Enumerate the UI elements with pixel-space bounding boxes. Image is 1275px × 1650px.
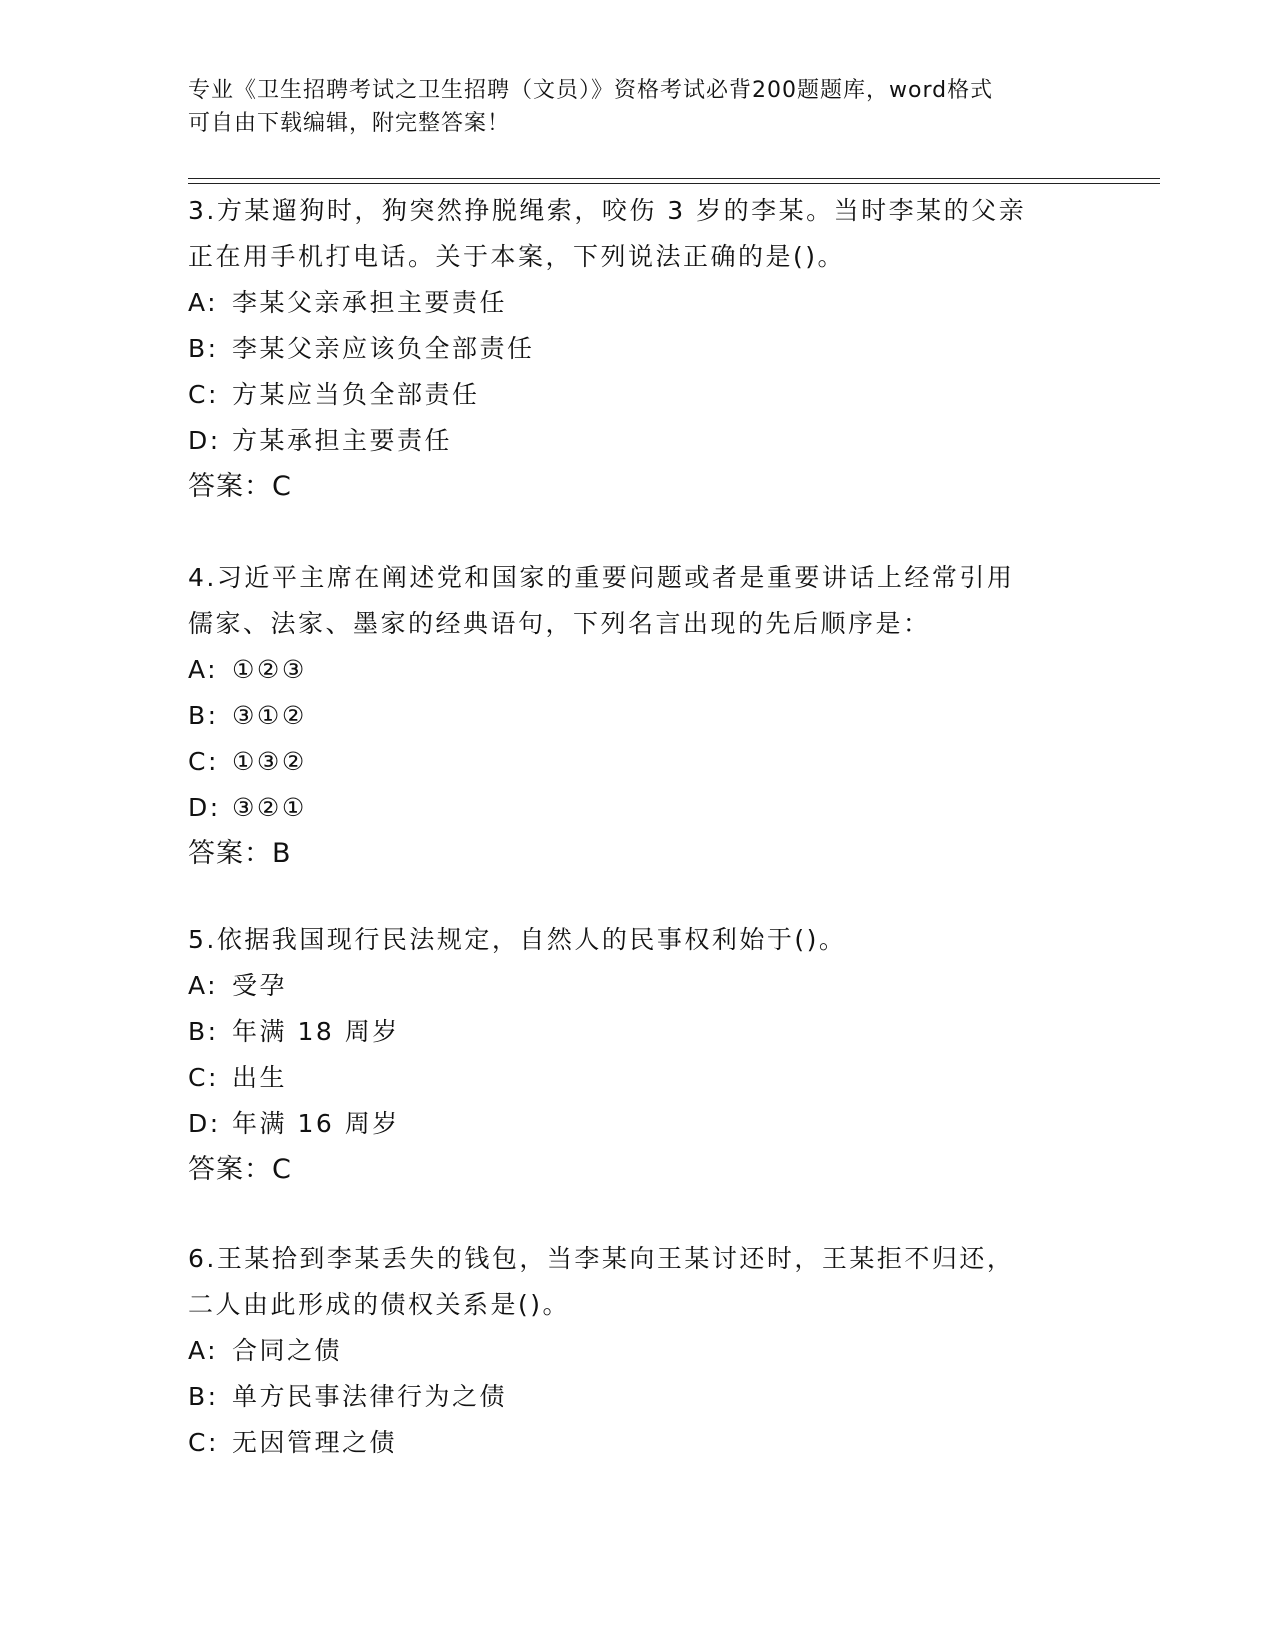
question-stem-line: 3.方某遛狗时，狗突然挣脱绳索，咬伤 3 岁的李某。当时李某的父亲 [188,196,1027,225]
question-stem-line: 正在用手机打电话。关于本案，下列说法正确的是()。 [188,242,846,271]
question-block [188,917,1088,1193]
option-label: D: [188,1109,221,1138]
answer: 答案：B [188,838,292,869]
option-label: A: [188,655,219,684]
option-label: B: [188,701,219,730]
option-text: 出生 [232,1063,288,1092]
option-text: 方某应当负全部责任 [232,380,480,409]
option-a [188,280,1088,326]
option-text: 单方民事法律行为之债 [232,1382,508,1411]
question-stem-line: 6.王某拾到李某丢失的钱包，当李某向王某讨还时，王某拒不归还， [188,1244,1015,1273]
option-text: ①③② [232,747,307,776]
option-label: B: [188,334,219,363]
option-text: 李某父亲应该负全部责任 [232,334,535,363]
option-a [188,647,1088,693]
question-stem-line: 二人由此形成的债权关系是()。 [188,1290,571,1319]
question-block [188,555,1088,877]
question-stem-line: 5.依据我国现行民法规定，自然人的民事权利始于()。 [188,925,847,954]
option-label: B: [188,1017,219,1046]
header-line-2: 可自由下载编辑，附完整答案！ [188,111,511,136]
option-text: 无因管理之债 [232,1428,398,1457]
option-c [188,372,1088,418]
option-label: A: [188,1336,219,1365]
document-header [188,74,1108,140]
option-d [188,785,1088,831]
option-text: 受孕 [232,971,288,1000]
option-text: 年满 18 周岁 [232,1017,400,1046]
option-c [188,1420,1088,1466]
option-b [188,326,1088,372]
option-text: 李某父亲承担主要责任 [232,288,508,317]
option-label: D: [188,426,221,455]
option-label: C: [188,747,219,776]
answer: 答案：C [188,471,292,502]
option-d [188,418,1088,464]
option-text: ③②① [232,793,307,822]
question-block [188,1236,1088,1466]
option-text: ③①② [232,701,307,730]
header-line-1: 专业《卫生招聘考试之卫生招聘（文员）》资格考试必背200题题库，word格式 [188,78,994,103]
option-c [188,1055,1088,1101]
header-divider-top [188,178,1160,179]
answer: 答案：C [188,1154,292,1185]
option-label: C: [188,380,219,409]
header-divider-bottom [188,183,1160,184]
option-text: 合同之债 [232,1336,343,1365]
option-label: C: [188,1063,219,1092]
question-stem-line: 4.习近平主席在阐述党和国家的重要问题或者是重要讲话上经常引用 [188,563,1015,592]
option-d [188,1101,1088,1147]
option-text: ①②③ [232,655,307,684]
option-a [188,1328,1088,1374]
option-b [188,1374,1088,1420]
option-c [188,739,1088,785]
option-text: 方某承担主要责任 [232,426,453,455]
option-b [188,1009,1088,1055]
option-label: A: [188,288,219,317]
option-b [188,693,1088,739]
option-label: A: [188,971,219,1000]
option-a [188,963,1088,1009]
question-block [188,188,1088,510]
option-label: B: [188,1382,219,1411]
option-label: D: [188,793,221,822]
question-stem-line: 儒家、法家、墨家的经典语句，下列名言出现的先后顺序是： [188,609,931,638]
option-text: 年满 16 周岁 [232,1109,400,1138]
option-label: C: [188,1428,219,1457]
